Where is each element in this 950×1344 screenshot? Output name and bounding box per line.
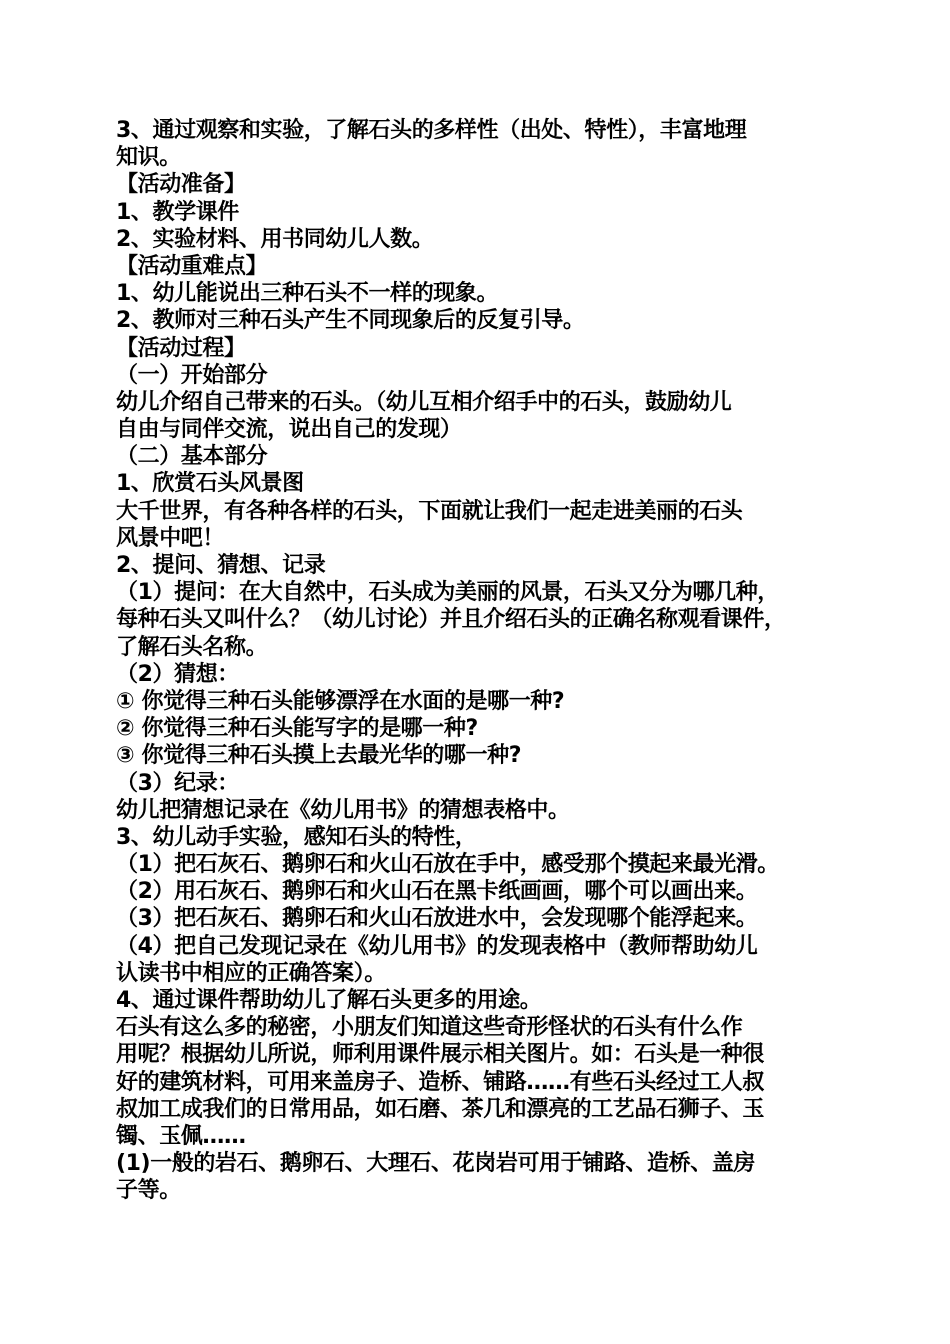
text-line: 好的建筑材料，可用来盖房子、造桥、铺路……有些石头经过工人叔 xyxy=(116,1069,765,1095)
text-line: 石头有这么多的秘密，小朋友们知道这些奇形怪状的石头有什么作 xyxy=(116,1015,743,1041)
text-line: ② 你觉得三种石头能写字的是哪一种? xyxy=(116,716,478,742)
text-line: 了解石头名称。 xyxy=(116,634,268,660)
text-line: 自由与同伴交流，说出自己的发现） xyxy=(116,417,462,443)
text-line: 3、幼儿动手实验，感知石头的特性， xyxy=(116,824,477,850)
text-line: （2）猜想： xyxy=(116,661,239,687)
text-line: 1、欣赏石头风景图 xyxy=(116,471,304,497)
text-line: 每种石头又叫什么？（幼儿讨论）并且介绍石头的正确名称观看课件， xyxy=(116,607,786,633)
text-line: 1、教学课件 xyxy=(116,199,239,225)
section-heading-process: 【活动过程】 xyxy=(116,335,246,361)
text-line: 2、教师对三种石头产生不同现象后的反复引导。 xyxy=(116,308,585,334)
document-body xyxy=(116,117,846,1205)
text-line: （4）把自己发现记录在《幼儿用书》的发现表格中（教师帮助幼儿 xyxy=(116,933,758,959)
text-line: 风景中吧！ xyxy=(116,525,225,551)
section-heading-preparation: 【活动准备】 xyxy=(116,172,246,198)
subsection-heading-basic: （二）基本部分 xyxy=(116,444,268,470)
text-line: 4、通过课件帮助幼儿了解石头更多的用途。 xyxy=(116,988,542,1013)
text-line: (1)一般的岩石、鹅卵石、大理石、花岗岩可用于铺路、造桥、盖房 xyxy=(116,1151,756,1177)
text-line: 3、通过观察和实验，了解石头的多样性（出处、特性），丰富地理 xyxy=(116,118,747,143)
text-line: 幼儿介绍自己带来的石头。（幼儿互相介绍手中的石头，鼓励幼儿 xyxy=(116,389,732,415)
text-line: （3）纪录： xyxy=(116,770,239,796)
text-line: （1）把石灰石、鹅卵石和火山石放在手中，感受那个摸起来最光滑。 xyxy=(116,852,779,878)
text-line: 1、幼儿能说出三种石头不一样的现象。 xyxy=(116,281,499,307)
text-line: （3）把石灰石、鹅卵石和火山石放进水中，会发现哪个能浮起来。 xyxy=(116,906,758,932)
text-line: ③ 你觉得三种石头摸上去最光华的哪一种? xyxy=(116,743,522,769)
text-line: 知识。 xyxy=(116,145,181,171)
text-line: ① 你觉得三种石头能够漂浮在水面的是哪一种? xyxy=(116,688,565,714)
text-line: 大千世界，有各种各样的石头，下面就让我们一起走进美丽的石头 xyxy=(116,498,743,524)
text-line: （2）用石灰石、鹅卵石和火山石在黑卡纸画画，哪个可以画出来。 xyxy=(116,879,758,905)
text-line: 认读书中相应的正确答案）。 xyxy=(116,960,386,986)
text-line: 叔加工成我们的日常用品，如石磨、茶几和漂亮的工艺品石狮子、玉 xyxy=(116,1096,765,1122)
section-heading-key-points: 【活动重难点】 xyxy=(116,253,268,279)
text-line: （1）提问：在大自然中，石头成为美丽的风景，石头又分为哪几种， xyxy=(116,580,779,606)
text-line: 2、实验材料、用书同幼儿人数。 xyxy=(116,226,434,252)
text-line: 用呢？根据幼儿所说，师利用课件展示相关图片。如：石头是一种很 xyxy=(116,1042,765,1068)
text-line: 幼儿把猜想记录在《幼儿用书》的猜想表格中。 xyxy=(116,797,570,823)
subsection-heading-start: （一）开始部分 xyxy=(116,362,268,388)
text-line: 2、提问、猜想、记录 xyxy=(116,553,326,578)
text-line: 镯、玉佩…… xyxy=(116,1123,246,1149)
text-line: 子等。 xyxy=(116,1178,181,1204)
